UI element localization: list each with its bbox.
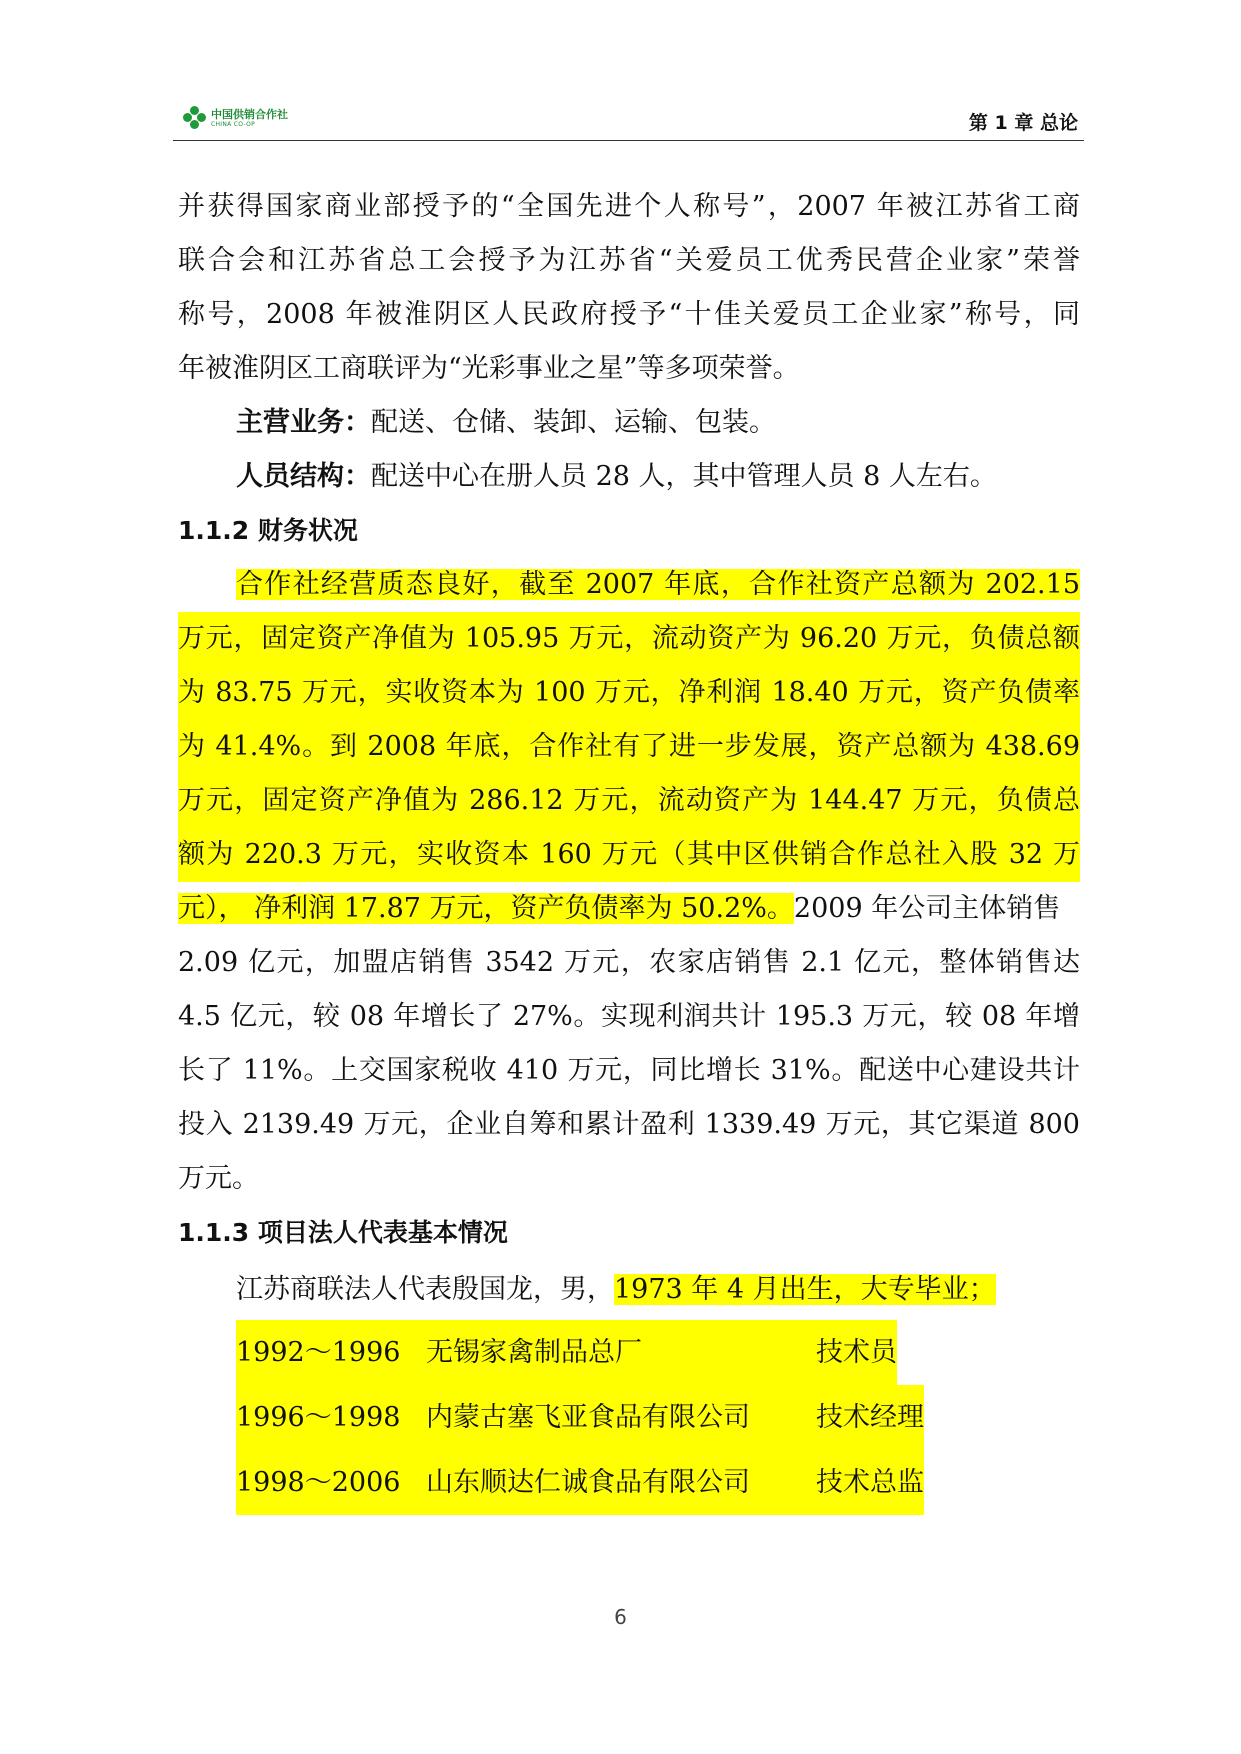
sales-line: 2.09 亿元，加盟店销售 3542 万元，农家店销售 2.1 亿元，整体销售达 bbox=[178, 947, 1080, 978]
career-period: 1992～1996 bbox=[236, 1320, 426, 1385]
logo-cn-text: 中国供销合作社 bbox=[211, 107, 288, 121]
china-coop-logo bbox=[183, 106, 288, 130]
sales-line: 万元。 bbox=[178, 1163, 259, 1194]
sales-line: 长了 11%。上交国家税收 410 万元，同比增长 31%。配送中心建设共计 bbox=[178, 1055, 1080, 1086]
finance-line: 为 83.75 万元，实收资本为 100 万元，净利润 18.40 万元，资产负债率 bbox=[178, 666, 1080, 720]
career-row bbox=[178, 1450, 1080, 1515]
career-role: 技术总监 bbox=[816, 1450, 924, 1515]
page-header bbox=[173, 100, 1084, 141]
logo-icon bbox=[183, 106, 207, 130]
finance-line: 为 41.4%。到 2008 年底，合作社有了进一步发展，资产总额为 438.69 bbox=[178, 720, 1080, 774]
representative-line bbox=[178, 1260, 1080, 1320]
business-paragraph bbox=[178, 396, 1080, 450]
sales-line: 投入 2139.49 万元，企业自筹和累计盈利 1339.49 万元，其它渠道 800 bbox=[178, 1109, 1080, 1140]
staff-paragraph bbox=[178, 450, 1080, 504]
career-company: 内蒙古塞飞亚食品有限公司 bbox=[426, 1385, 816, 1450]
intro-line: 并获得国家商业部授予的“全国先进个人称号”，2007 年被江苏省工商 bbox=[178, 191, 1080, 222]
page-number: 6 bbox=[614, 1605, 627, 1629]
chapter-title: 第 1 章 总论 bbox=[968, 112, 1078, 134]
finance-line: 万元，固定资产净值为 286.12 万元，流动资产为 144.47 万元，负债总 bbox=[178, 774, 1080, 828]
sales-line: 4.5 亿元，较 08 年增长了 27%。实现利润共计 195.3 万元，较 08 年增 bbox=[178, 1001, 1080, 1032]
career-row bbox=[178, 1385, 1080, 1450]
rep-highlight: 1973 年 4 月出生，大专毕业； bbox=[614, 1274, 996, 1305]
finance-line bbox=[178, 882, 1080, 936]
intro-line: 联合会和江苏省总工会授予为江苏省“关爱员工优秀民营企业家”荣誉 bbox=[178, 245, 1080, 276]
finance-line: 额为 220.3 万元，实收资本 160 万元（其中区供销合作总社入股 32 万 bbox=[178, 828, 1080, 882]
staff-label: 人员结构： bbox=[236, 461, 371, 492]
career-role: 技术员 bbox=[816, 1320, 897, 1385]
finance-line: 万元，固定资产净值为 105.95 万元，流动资产为 96.20 万元，负债总额 bbox=[178, 612, 1080, 666]
rep-plain: 江苏商联法人代表殷国龙，男， bbox=[236, 1274, 614, 1305]
finance-rest: 2009 年公司主体销售 bbox=[793, 893, 1061, 924]
staff-text: 配送中心在册人员 28 人，其中管理人员 8 人左右。 bbox=[371, 461, 997, 492]
section-heading-representative: 1.1.3 项目法人代表基本情况 bbox=[178, 1218, 508, 1247]
business-text: 配送、仓储、装卸、运输、包装。 bbox=[371, 407, 776, 438]
finance-line: 合作社经营质态良好，截至 2007 年底，合作社资产总额为 202.15 bbox=[236, 569, 1080, 600]
finance-highlight: 元）， 净利润 17.87 万元，资产负债率为 50.2%。 bbox=[178, 893, 794, 924]
section-heading-finance: 1.1.2 财务状况 bbox=[178, 516, 358, 545]
intro-line: 年被淮阴区工商联评为“光彩事业之星”等多项荣誉。 bbox=[178, 353, 800, 384]
document-body bbox=[178, 180, 1080, 1515]
intro-line: 称号，2008 年被淮阴区人民政府授予“十佳关爱员工企业家”称号，同 bbox=[178, 299, 1080, 330]
career-period: 1996～1998 bbox=[236, 1385, 426, 1450]
career-row bbox=[178, 1320, 1080, 1385]
business-label: 主营业务： bbox=[236, 407, 371, 438]
career-company: 山东顺达仁诚食品有限公司 bbox=[426, 1450, 816, 1515]
career-role: 技术经理 bbox=[816, 1385, 924, 1450]
logo-en-text: CHINA CO-OP bbox=[211, 120, 256, 128]
career-company: 无锡家禽制品总厂 bbox=[426, 1320, 816, 1385]
career-period: 1998～2006 bbox=[236, 1450, 426, 1515]
